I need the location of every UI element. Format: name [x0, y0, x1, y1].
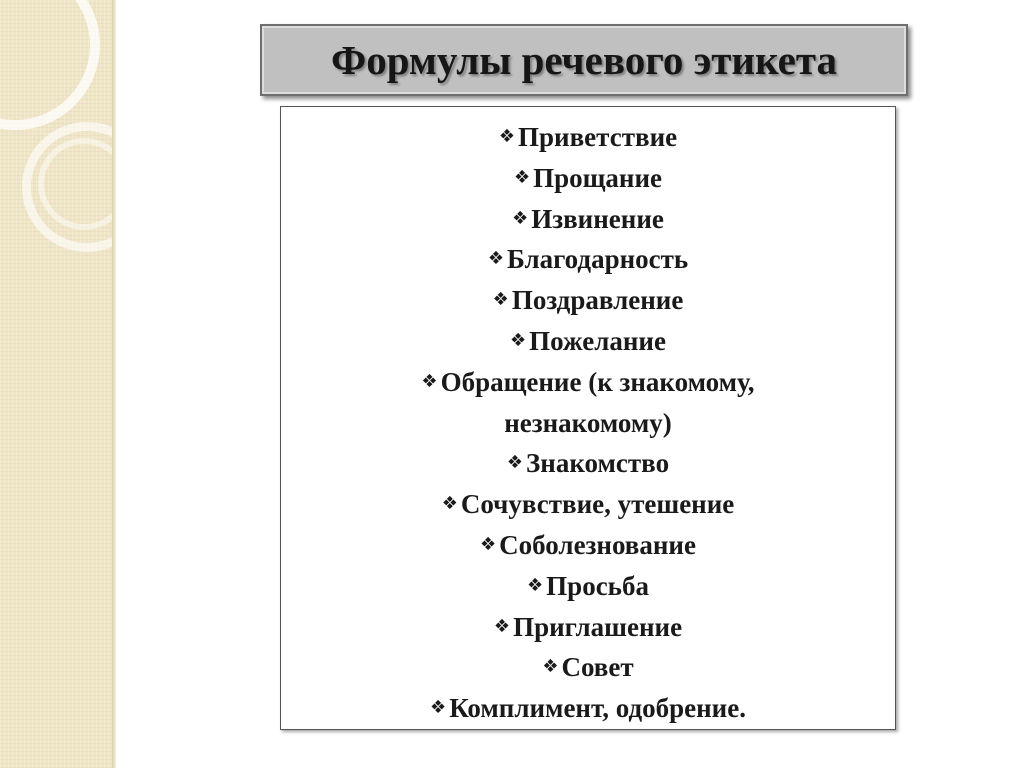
four-diamond-bullet-icon: ❖ [527, 574, 544, 596]
slide-title: Формулы речевого этикета [331, 37, 837, 83]
title-box [260, 24, 908, 96]
formula-list [281, 107, 895, 729]
list-item: ❖ Извинение [281, 199, 895, 240]
list-item: ❖ Пожелание [281, 321, 895, 362]
four-diamond-bullet-icon: ❖ [441, 493, 458, 515]
list-item: ❖ Поздравление [281, 280, 895, 321]
four-diamond-bullet-icon: ❖ [498, 126, 516, 147]
four-diamond-bullet-icon: ❖ [421, 370, 438, 392]
list-item: ❖ Комплимент, одобрение. [281, 688, 895, 729]
four-diamond-bullet-icon: ❖ [542, 656, 559, 678]
list-item: ❖ Приглашение [281, 607, 895, 648]
list-item: ❖ Просьба [281, 566, 895, 607]
list-item: ❖ Знакомство [281, 443, 895, 484]
four-diamond-bullet-icon: ❖ [492, 289, 509, 311]
four-diamond-bullet-icon: ❖ [510, 329, 527, 351]
four-diamond-bullet-icon: ❖ [513, 166, 531, 188]
decorative-side-panel [0, 0, 112, 768]
four-diamond-bullet-icon: ❖ [512, 207, 529, 229]
four-diamond-bullet-icon: ❖ [493, 615, 511, 637]
four-diamond-bullet-icon: ❖ [480, 533, 497, 555]
side-panel-edge [112, 0, 116, 768]
list-item: ❖ Сочувствие, утешение [281, 484, 895, 525]
four-diamond-bullet-icon: ❖ [430, 697, 447, 719]
list-box [280, 106, 896, 730]
list-item: ❖ Прощание [281, 158, 895, 199]
list-item: ❖ Приветствие [281, 117, 895, 158]
four-diamond-bullet-icon: ❖ [506, 452, 524, 474]
list-item: ❖ Соболезнование [281, 525, 895, 566]
list-item: ❖ Обращение (к знакомому, незнакомому) [281, 362, 895, 444]
list-item: ❖ Благодарность [281, 239, 895, 280]
list-item: ❖ Совет [281, 647, 895, 688]
decorative-ring [0, 0, 100, 130]
four-diamond-bullet-icon: ❖ [487, 248, 504, 270]
